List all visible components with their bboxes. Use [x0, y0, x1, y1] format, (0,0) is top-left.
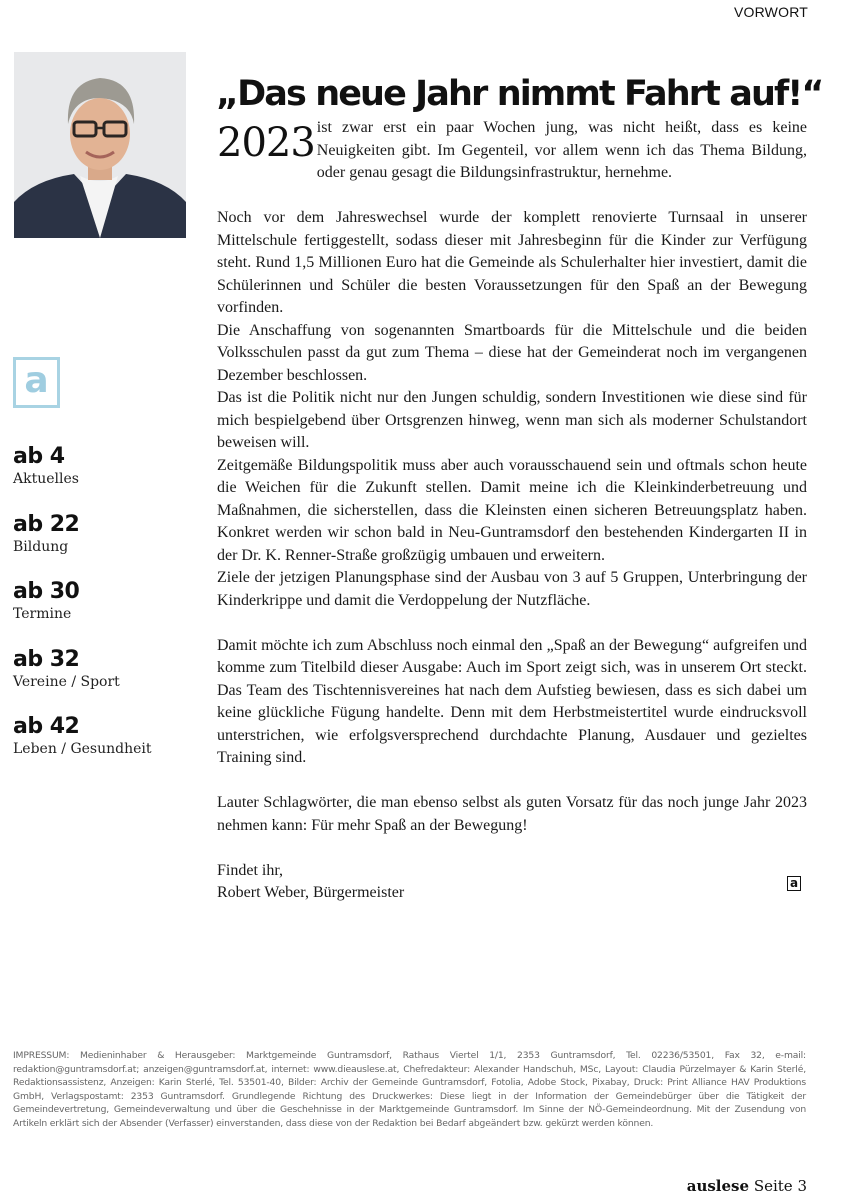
toc-item[interactable]	[13, 714, 193, 782]
portrait-photo	[14, 52, 186, 238]
article-paragraph	[217, 117, 807, 185]
toc-page: ab 42	[13, 714, 80, 739]
article-paragraph: Die Anschaffung von sogenannten Smartboards für die Mittelschule und die beiden Volksschulen passt da gut zum Thema – diese hat der Gemeinderat noch im vergangenen Dezember beschlossen.	[217, 321, 807, 384]
end-mark-letter: a	[789, 875, 799, 890]
closing-line: Findet ihr,	[217, 861, 284, 879]
toc-item[interactable]	[13, 444, 193, 512]
signature: Robert Weber, Bürgermeister	[217, 884, 405, 901]
footer-brand: auslese	[686, 1177, 750, 1195]
toc-item[interactable]	[13, 647, 193, 715]
article-body	[217, 117, 807, 905]
article-paragraph: Das ist die Politik nicht nur den Jungen schuldig, sondern Investitionen wie diese sind für mich bespielgebend über Ortsgrenzen hinweg, wenn man sich als moderner Schulstandort beweisen will.	[217, 389, 807, 451]
article-headline: „Das neue Jahr nimmt Fahrt auf!“	[216, 74, 823, 115]
portrait-illustration	[14, 52, 186, 238]
toc-page: ab 4	[13, 444, 65, 469]
toc-item[interactable]	[13, 512, 193, 580]
impressum: IMPRESSUM: Medieninhaber & Herausgeber: Marktgemeinde Guntramsdorf, Rathaus Viertel 1/1, 2353 Guntramsdorf, Tel. 02236/53501, Fax 32, e-mail: redaktion@guntramsdorf.at; anzeigen@guntramsdorf.at, internet: www.dieauslese.at, Chefredakteur: Alexander Handschuh, MSc, Layout: Claudia Pürzelmayer & Karin Sterlé, Redaktionsassistenz, Anzeigen: Karin Sterlé, Tel. 53501-40, Bilder: Archiv der Gemeinde Guntramsdorf, Fotolia, Adobe Stock, Pixabay, Druck: Print Alliance HAV Produktions GmbH, Verlagspostamt: 2353 Guntramsdorf. Grundlegende Richtung des Druckwerkes: Diese liegt in der Information der Gemeindebürger über die Tätigkeit der Gemeindevertretung, Gemeindeverwaltung und über die Geschehnisse in der Marktgemeinde Guntramsdorf. Im Sinne der NÖ-Gemeindeordnung. Mit der Zusendung von Artikeln erklärt sich der Absender (Verfasser) einverstanden, dass diese von der Redaktion bei Bedarf abgeändert bzw. gekürzt werden können.	[13, 1050, 806, 1129]
paragraph-text: ist zwar erst ein paar Wochen jung, was nicht heißt, dass es keine Neuigkeiten gibt. Im Gegenteil, vor allem wenn ich das Thema Bildung, oder genau gesagt die Bildungsinfrastruktur, hernehme.	[316, 119, 807, 181]
dropcap-year: 2023	[217, 120, 315, 166]
logo-letter: a	[24, 359, 49, 401]
article-paragraph: Ziele der jetzigen Planungsphase sind der Ausbau von 3 auf 5 Gruppen, Unterbringung der Kinderkrippe und damit die Verdoppelung der Nutzfläche.	[217, 569, 807, 609]
article-paragraph: Damit möchte ich zum Abschluss noch einmal den „Spaß an der Bewegung“ aufgreifen und komme zum Titelbild dieser Ausgabe: Auch im Sport zeigt sich, was in unserem Ort steckt. Das Team des Tischtennisvereines hat nach dem Aufstieg bewiesen, dass es sich dabei um keine glückliche Fügung handelte. Denn mit dem Herbstmeistertitel wurde eindrucksvoll unterstrichen, wie erfolgsversprechend durchdachte Planung, Ausdauer und gezieltes Training sind.	[217, 636, 807, 766]
toc-page: ab 32	[13, 646, 80, 672]
article-paragraph: Noch vor dem Jahreswechsel wurde der komplett renovierte Turnsaal in unserer Mittelschule fertiggestellt, sodass dieser mit Jahresbeginn für die Kinder zur Verfügung steht. Rund 1,5 Millionen Euro hat die Gemeinde als Schulerhalter hier investiert, damit die Schülerinnen und Schüler die besten Voraussetzungen für den Spaß an der Bewegung vorfinden.	[217, 209, 807, 316]
magazine-logo	[13, 357, 60, 408]
article-paragraph: Zeitgemäße Bildungspolitik muss aber auch vorausschauend sein und oftmals schon heute die Weichen für die Zukunft stellen. Damit meine ich die Kleinkinderbetreuung und Maßnahmen, die sicherstellen, dass die Kleinsten einen sicheren Betreuungsplatz haben. Konkret werden wir schon bald in Neu-Guntramsdorf den bestehenden Kindergarten II in der Dr. K. Renner-Straße großzügig umbauen und erweitern.	[217, 456, 807, 564]
toc-title: Termine	[13, 606, 72, 622]
toc-title: Leben / Gesundheit	[13, 741, 152, 757]
end-mark-icon	[787, 876, 801, 891]
toc-title: Aktuelles	[13, 471, 79, 487]
toc-title: Bildung	[13, 538, 69, 555]
toc-title: Vereine / Sport	[13, 673, 120, 690]
section-label: VORWORT	[734, 4, 808, 20]
page-footer	[687, 1177, 807, 1195]
toc-page: ab 22	[13, 511, 80, 537]
toc-page: ab 30	[13, 579, 80, 604]
article-paragraph: Lauter Schlagwörter, die man ebenso selbst als guten Vorsatz für das noch junge Jahr 2023 nehmen kann: Für mehr Spaß an der Bewegung!	[217, 794, 807, 834]
footer-page-number: Seite 3	[753, 1177, 807, 1195]
toc-item[interactable]	[13, 579, 193, 647]
table-of-contents	[13, 444, 193, 782]
